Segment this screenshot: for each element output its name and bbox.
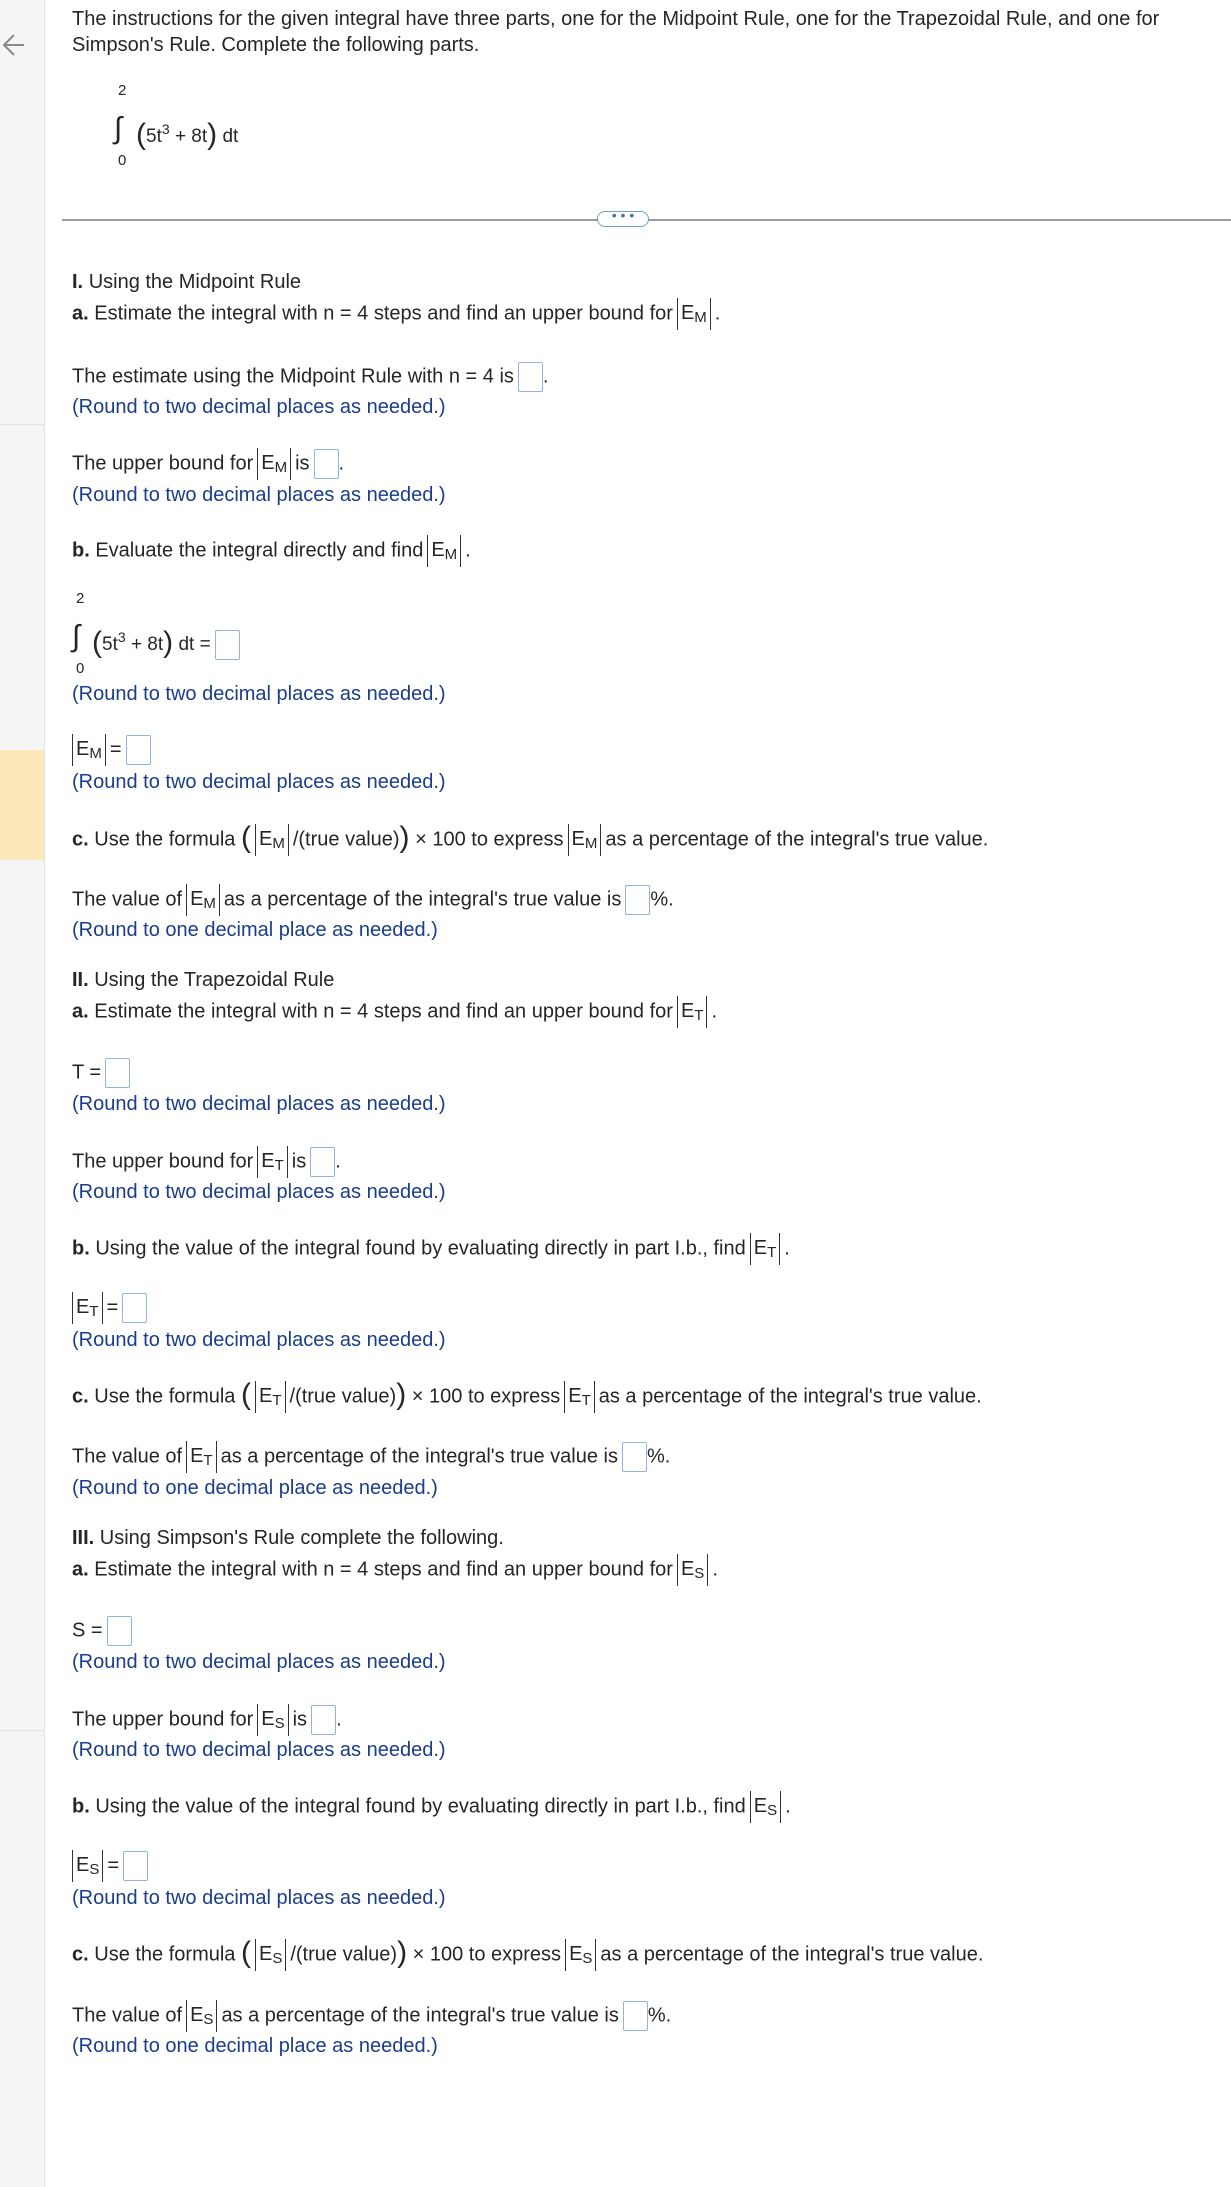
text-part1-num: I.	[72, 271, 84, 293]
text-part1-a-label: a.	[72, 302, 89, 325]
text-sym-E: E	[190, 1445, 204, 1467]
text-integral-coef: 5t	[102, 634, 118, 656]
integral-sign-icon: ∫	[72, 620, 81, 653]
text-part2-a-text: Estimate the integral with n = 4 steps and find an upper bound for	[94, 1000, 673, 1023]
paren-symbol: )	[399, 821, 410, 854]
text-sym-eq: =	[107, 1854, 120, 1877]
text-sym-period: .	[785, 1795, 791, 1818]
round-hint: (Round to two decimal places as needed.)	[72, 683, 446, 705]
part3-percent-row	[72, 2000, 671, 2032]
math-script: M	[584, 835, 598, 852]
math-script: M	[89, 745, 102, 762]
integral-limit: 0	[76, 660, 85, 677]
text-sym-E: E	[431, 539, 445, 561]
round-hint: (Round to one decimal place as needed.)	[72, 1477, 438, 1499]
round-hint: (Round to one decimal place as needed.)	[72, 2035, 438, 2057]
math-script: S	[582, 1950, 593, 1967]
part3-a-prompt	[72, 1554, 718, 1586]
part2-t-row	[72, 1058, 130, 1088]
text-part2-num: II.	[72, 969, 89, 991]
paren-symbol: (	[240, 1936, 251, 1969]
round-hint: (Round to two decimal places as needed.)	[72, 1181, 446, 1203]
part2-et-row	[72, 1292, 147, 1324]
text-sym-E: E	[76, 738, 90, 760]
answer-box-es[interactable]	[123, 1851, 148, 1881]
text-sym-eq: =	[106, 1296, 119, 1319]
round-hint: (Round to two decimal places as needed.)	[72, 771, 446, 793]
answer-box-simpson-estimate[interactable]	[107, 1616, 132, 1646]
math-script: T	[89, 1303, 99, 1320]
rail-divider	[0, 424, 44, 425]
error-abs-symbol	[257, 1146, 288, 1178]
error-abs-symbol	[677, 996, 708, 1028]
text-part3-title: Using Simpson's Rule complete the following.	[99, 1527, 504, 1549]
math-script: T	[581, 1392, 591, 1409]
error-abs-symbol	[427, 535, 461, 567]
part3-c-prompt	[72, 1936, 984, 1971]
part2-b-prompt	[72, 1233, 790, 1265]
part1-percent-row	[72, 884, 674, 916]
math-script: M	[694, 309, 707, 326]
round-hint: (Round to two decimal places as needed.)	[72, 484, 446, 506]
text-part1-c-text-4: as a percentage of the integral's true value.	[605, 828, 989, 851]
text-part2-b-label: b.	[72, 1237, 90, 1260]
integral-limit: 0	[118, 152, 127, 169]
text-sym-pct: %.	[647, 2004, 672, 2027]
text-integral-coef: 5t	[146, 126, 162, 148]
paren-symbol: (	[240, 1378, 251, 1411]
text-sym-pct: %.	[647, 1445, 671, 1468]
text-sym-period: .	[712, 1558, 718, 1581]
text-part1-upper-text: The upper bound for	[72, 1708, 254, 1731]
answer-box-simpson-bound[interactable]	[311, 1705, 336, 1735]
text-sym-E: E	[190, 2004, 204, 2026]
round-hint: (Round to two decimal places as needed.)	[72, 1651, 446, 1673]
part3-heading	[72, 1526, 504, 1550]
text-part1-c-text-4: as a percentage of the integral's true value.	[600, 1943, 984, 1966]
text-part1-c-text-1: Use the formula	[94, 1385, 236, 1408]
error-abs-symbol	[186, 884, 220, 916]
math-script: M	[272, 835, 285, 852]
math-script: 3	[117, 629, 126, 646]
text-sym-is: is	[295, 452, 310, 475]
part1-a-prompt	[72, 298, 720, 330]
part2-percent-row	[72, 1441, 670, 1473]
text-sym-E: E	[190, 888, 204, 910]
text-part1-value-text-2: as a percentage of the integral's true value is	[220, 1445, 618, 1468]
text-sym-E: E	[680, 1558, 695, 1580]
error-abs-symbol	[564, 1381, 595, 1413]
text-sym-E: E	[680, 1000, 695, 1022]
integral-sign-icon: ∫	[114, 112, 123, 145]
text-sym-pct: %.	[650, 888, 674, 911]
text-part1-b-text: Evaluate the integral directly and find	[95, 539, 424, 562]
text-part1-c-text-1: Use the formula	[94, 828, 236, 851]
text-part1-value-text-1: The value of	[72, 1445, 183, 1468]
math-script: S	[203, 2011, 214, 2028]
text-part2-title: Using the Trapezoidal Rule	[94, 969, 335, 991]
paren-symbol: )	[397, 1936, 408, 1969]
text-integral-dt: dt	[222, 126, 239, 148]
text-part1-c-text-4: as a percentage of the integral's true value.	[598, 1385, 982, 1408]
text-sym-is: is	[291, 1150, 307, 1173]
text-part2-b-label: b.	[72, 1795, 90, 1818]
math-script: S	[274, 1715, 285, 1732]
math-script: 3	[161, 121, 170, 138]
paren-symbol: )	[396, 1378, 407, 1411]
error-abs-symbol	[677, 298, 711, 330]
text-part1-estimate-text: The estimate using the Midpoint Rule with n = 4 is	[72, 365, 514, 388]
part1-c-prompt	[72, 821, 989, 856]
error-abs-symbol	[257, 448, 291, 480]
error-abs-symbol	[750, 1233, 781, 1265]
part2-heading	[72, 968, 334, 992]
math-script: S	[89, 1861, 100, 1878]
part2-c-prompt	[72, 1378, 982, 1413]
text-part1-value-text-1: The value of	[72, 2004, 183, 2027]
error-abs-symbol	[72, 1850, 103, 1882]
text-part1-value-text-2: as a percentage of the integral's true value is	[223, 888, 622, 911]
text-sym-period: .	[335, 1150, 341, 1173]
text-part2-a-label: a.	[72, 1000, 89, 1023]
answer-box-integral-value[interactable]	[215, 630, 240, 660]
text-sym-period: .	[784, 1237, 790, 1260]
error-abs-symbol	[568, 824, 602, 856]
text-part3-lhs: S =	[72, 1619, 103, 1642]
math-script: T	[274, 1157, 284, 1174]
text-part1-c-label: c.	[72, 828, 89, 851]
text-sym-E: E	[76, 1854, 90, 1876]
text-integral-rest: + 8t	[174, 126, 208, 148]
part1-heading	[72, 270, 301, 294]
paren-symbol: (	[92, 626, 102, 659]
text-sym-period: .	[338, 452, 345, 475]
text-part3-a-text: Estimate the integral with n = 4 steps and find an upper bound for	[94, 1558, 673, 1581]
rail-highlight	[0, 750, 44, 860]
text-sym-period: .	[465, 539, 471, 562]
error-abs-symbol	[72, 1292, 103, 1324]
math-script: M	[203, 895, 216, 912]
answer-box-em-percent[interactable]	[625, 885, 650, 915]
error-abs-symbol	[750, 1791, 781, 1823]
answer-box-trapezoid-estimate[interactable]	[105, 1058, 130, 1088]
error-abs-symbol	[257, 1704, 288, 1736]
text-sym-period: .	[542, 365, 549, 388]
instructions: The instructions for the given integral have three parts, one for the Midpoint Rule, one for the Trapezoidal Rule, and one for Simpson's Rule. Complete the following parts.	[72, 8, 1160, 56]
text-part1-c-text-3: × 100 to express	[411, 1385, 561, 1408]
text-part1-a-text: Estimate the integral with n = 4 steps and find an upper bound for	[94, 302, 673, 325]
math-script: M	[274, 459, 288, 476]
text-part1-value-text-1: The value of	[72, 888, 183, 911]
answer-box-et[interactable]	[122, 1293, 147, 1323]
text-part1-value-text-2: as a percentage of the integral's true value is	[221, 2004, 619, 2027]
error-abs-symbol	[565, 1939, 596, 1971]
text-part3-a-label: a.	[72, 1558, 89, 1581]
text-sym-E: E	[261, 452, 275, 474]
round-hint: (Round to one decimal place as needed.)	[72, 919, 438, 941]
text-part1-title: Using the Midpoint Rule	[88, 271, 302, 293]
rail-divider	[0, 1730, 44, 1731]
math-script: T	[272, 1392, 282, 1409]
paren-symbol: )	[163, 626, 174, 659]
part1-em-row	[72, 734, 151, 766]
answer-box-em[interactable]	[126, 735, 151, 765]
error-abs-symbol	[677, 1554, 708, 1586]
part3-upper-row	[72, 1704, 342, 1736]
text-part1-c-text-3: × 100 to express	[412, 1943, 562, 1966]
text-sym-E: E	[261, 1708, 275, 1730]
text-sym-E: E	[258, 1385, 273, 1407]
text-sym-period: .	[336, 1708, 342, 1731]
math-script: M	[444, 546, 458, 563]
text-part1-c-text-2: /(true value)	[290, 1943, 398, 1966]
round-hint: (Round to two decimal places as needed.)	[72, 1887, 446, 1909]
text-sym-E: E	[76, 1296, 90, 1318]
text-part2-b-text: Using the value of the integral found by evaluating directly in part I.b., find	[95, 1795, 746, 1818]
integral-limit: 2	[118, 82, 127, 99]
part1-upper-row	[72, 448, 344, 480]
back-arrow-icon[interactable]	[0, 24, 30, 64]
more-button[interactable]: • • •	[597, 211, 649, 227]
text-part1-upper-text: The upper bound for	[72, 1150, 254, 1173]
text-sym-E: E	[261, 1150, 275, 1172]
text-sym-period: .	[711, 1000, 718, 1023]
math-script: S	[767, 1802, 778, 1819]
text-sym-E: E	[680, 302, 695, 324]
error-abs-symbol	[72, 734, 106, 766]
text-integral-dt: dt	[178, 634, 195, 656]
text-part1-b-label: b.	[72, 539, 90, 562]
text-sym-E: E	[258, 1943, 273, 1965]
part1-b-prompt	[72, 535, 471, 567]
text-sym-E: E	[258, 828, 273, 850]
text-sym-E: E	[753, 1237, 768, 1259]
text-sym-E: E	[753, 1795, 768, 1817]
text-sym-period: .	[714, 302, 721, 325]
text-sym-E: E	[568, 1385, 582, 1407]
text-part3-num: III.	[72, 1527, 95, 1549]
math-script: T	[694, 1007, 704, 1024]
text-part2-b-text: Using the value of the integral found by evaluating directly in part I.b., find	[95, 1237, 746, 1260]
text-part1-c-label: c.	[72, 1385, 89, 1408]
round-hint: (Round to two decimal places as needed.)	[72, 1093, 446, 1115]
answer-box-midpoint-estimate[interactable]	[518, 362, 543, 392]
paren-symbol: (	[136, 118, 146, 151]
part3-b-prompt	[72, 1791, 791, 1823]
left-rail	[0, 0, 45, 2187]
text-part2-lhs: T =	[72, 1061, 102, 1084]
answer-box-trapezoid-bound[interactable]	[310, 1147, 335, 1177]
part3-s-row	[72, 1616, 132, 1646]
round-hint: (Round to two decimal places as needed.)	[72, 1739, 446, 1761]
error-abs-symbol	[186, 2000, 217, 2032]
text-sym-E: E	[571, 828, 585, 850]
answer-box-et-percent[interactable]	[622, 1442, 647, 1472]
round-hint: (Round to two decimal places as needed.)	[72, 1329, 446, 1351]
text-sym-E: E	[569, 1943, 583, 1965]
text-part1-c-text-2: /(true value)	[292, 828, 400, 851]
paren-symbol: (	[240, 821, 251, 854]
text-part1-upper-text: The upper bound for	[72, 452, 254, 475]
answer-box-midpoint-bound[interactable]	[314, 449, 339, 479]
text-part1-c-text-1: Use the formula	[94, 1943, 236, 1966]
paren-symbol: )	[207, 118, 218, 151]
error-abs-symbol	[255, 1381, 286, 1413]
math-script: T	[767, 1244, 777, 1261]
text-part1-c-text-2: /(true value)	[289, 1385, 397, 1408]
integral-limit: 2	[76, 590, 85, 607]
part2-a-prompt	[72, 996, 717, 1028]
text-part1-c-label: c.	[72, 1943, 89, 1966]
math-script: S	[694, 1565, 705, 1582]
answer-box-es-percent[interactable]	[623, 2001, 648, 2031]
text-integral-rest: + 8t	[130, 634, 164, 656]
part1-estimate-row	[72, 362, 548, 392]
part3-es-row	[72, 1850, 148, 1882]
round-hint: (Round to two decimal places as needed.)	[72, 396, 446, 418]
text-sym-is: is	[292, 1708, 308, 1731]
math-script: T	[203, 1452, 213, 1469]
text-part1-c-text-3: × 100 to express	[415, 828, 564, 851]
text-sym-eq: =	[109, 738, 122, 761]
part2-upper-row	[72, 1146, 341, 1178]
error-abs-symbol	[186, 1441, 217, 1473]
text-sym-eq: =	[199, 634, 211, 656]
math-script: S	[272, 1950, 283, 1967]
error-abs-symbol	[255, 824, 289, 856]
error-abs-symbol	[255, 1939, 286, 1971]
